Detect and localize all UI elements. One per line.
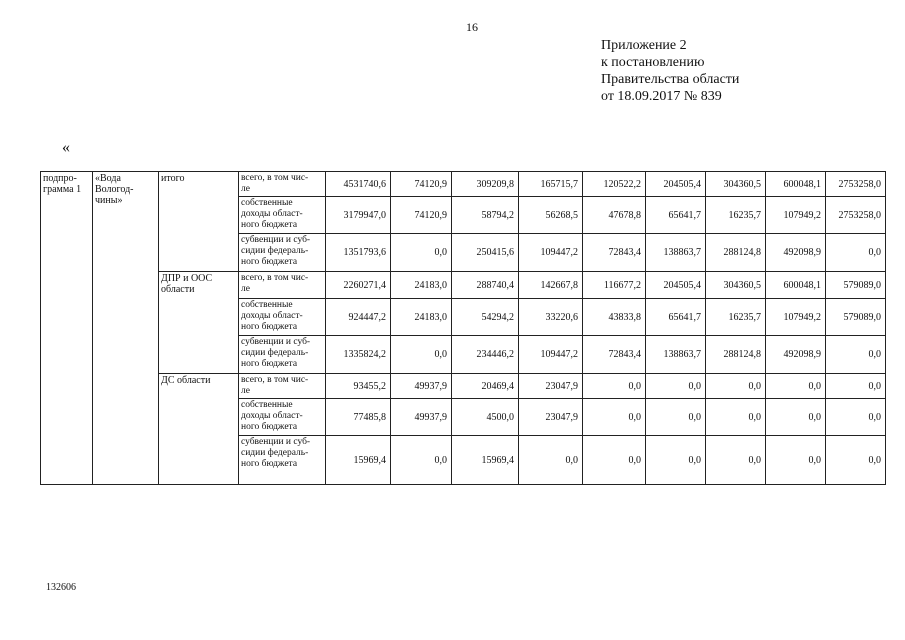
value-cell: 304360,5: [706, 172, 766, 197]
budget-table: [40, 171, 886, 485]
value-cell: 24183,0: [391, 272, 452, 299]
value-cell: 4531740,6: [326, 172, 391, 197]
value-cell: 116677,2: [583, 272, 646, 299]
value-cell: 4500,0: [452, 399, 519, 436]
value-cell: 0,0: [826, 234, 886, 272]
program-name-cell: «Вода Вологод- чины»: [93, 172, 159, 485]
value-cell: 74120,9: [391, 197, 452, 234]
value-cell: 0,0: [766, 399, 826, 436]
value-cell: 15969,4: [452, 436, 519, 485]
value-cell: 0,0: [706, 436, 766, 485]
funding-type-cell: всего, в том чис- ле: [239, 272, 326, 299]
value-cell: 204505,4: [646, 172, 706, 197]
executor-cell: итого: [159, 172, 239, 272]
value-cell: 56268,5: [519, 197, 583, 234]
funding-type-cell: собственные доходы област- ного бюджета: [239, 399, 326, 436]
value-cell: 0,0: [391, 336, 452, 374]
value-cell: 600048,1: [766, 272, 826, 299]
value-cell: 924447,2: [326, 299, 391, 336]
value-cell: 492098,9: [766, 336, 826, 374]
value-cell: 109447,2: [519, 234, 583, 272]
value-cell: 234446,2: [452, 336, 519, 374]
table-row: [41, 172, 886, 197]
subprogram-cell: подпро- грамма 1: [41, 172, 93, 485]
value-cell: 0,0: [391, 436, 452, 485]
table-row: [41, 374, 886, 399]
funding-type-cell: субвенции и суб- сидии федераль- ного бюджета: [239, 436, 326, 485]
value-cell: 492098,9: [766, 234, 826, 272]
value-cell: 2260271,4: [326, 272, 391, 299]
value-cell: 65641,7: [646, 299, 706, 336]
funding-type-cell: собственные доходы област- ного бюджета: [239, 197, 326, 234]
value-cell: 72843,4: [583, 336, 646, 374]
value-cell: 74120,9: [391, 172, 452, 197]
value-cell: 0,0: [583, 436, 646, 485]
value-cell: 0,0: [826, 336, 886, 374]
value-cell: 1351793,6: [326, 234, 391, 272]
funding-type-cell: всего, в том чис- ле: [239, 374, 326, 399]
funding-type-cell: субвенции и суб- сидии федераль- ного бюджета: [239, 336, 326, 374]
value-cell: 0,0: [519, 436, 583, 485]
value-cell: 165715,7: [519, 172, 583, 197]
value-cell: 0,0: [826, 399, 886, 436]
value-cell: 0,0: [826, 436, 886, 485]
value-cell: 23047,9: [519, 399, 583, 436]
value-cell: 0,0: [706, 399, 766, 436]
executor-cell: ДС области: [159, 374, 239, 485]
value-cell: 0,0: [766, 436, 826, 485]
funding-type-cell: субвенции и суб- сидии федераль- ного бюджета: [239, 234, 326, 272]
value-cell: 0,0: [706, 374, 766, 399]
value-cell: 16235,7: [706, 197, 766, 234]
value-cell: 93455,2: [326, 374, 391, 399]
value-cell: 24183,0: [391, 299, 452, 336]
value-cell: 120522,2: [583, 172, 646, 197]
value-cell: 72843,4: [583, 234, 646, 272]
value-cell: 43833,8: [583, 299, 646, 336]
table-row: [41, 272, 886, 299]
value-cell: 65641,7: [646, 197, 706, 234]
value-cell: 107949,2: [766, 299, 826, 336]
value-cell: 58794,2: [452, 197, 519, 234]
appendix-line: Правительства области: [601, 72, 740, 87]
value-cell: 579089,0: [826, 272, 886, 299]
value-cell: 0,0: [646, 374, 706, 399]
value-cell: 23047,9: [519, 374, 583, 399]
value-cell: 138863,7: [646, 234, 706, 272]
value-cell: 204505,4: [646, 272, 706, 299]
appendix-header: [601, 37, 739, 105]
value-cell: 304360,5: [706, 272, 766, 299]
value-cell: 1335824,2: [326, 336, 391, 374]
value-cell: 2753258,0: [826, 197, 886, 234]
value-cell: 15969,4: [326, 436, 391, 485]
value-cell: 0,0: [826, 374, 886, 399]
appendix-line: Приложение 2: [601, 38, 687, 53]
value-cell: 3179947,0: [326, 197, 391, 234]
executor-cell: ДПР и ООС области: [159, 272, 239, 374]
value-cell: 142667,8: [519, 272, 583, 299]
value-cell: 0,0: [646, 436, 706, 485]
value-cell: 288124,8: [706, 336, 766, 374]
value-cell: 109447,2: [519, 336, 583, 374]
value-cell: 138863,7: [646, 336, 706, 374]
value-cell: 0,0: [391, 234, 452, 272]
value-cell: 47678,8: [583, 197, 646, 234]
value-cell: 33220,6: [519, 299, 583, 336]
value-cell: 54294,2: [452, 299, 519, 336]
value-cell: 309209,8: [452, 172, 519, 197]
value-cell: 579089,0: [826, 299, 886, 336]
value-cell: 49937,9: [391, 374, 452, 399]
appendix-line: к постановлению: [601, 55, 705, 70]
value-cell: 288124,8: [706, 234, 766, 272]
funding-type-cell: собственные доходы област- ного бюджета: [239, 299, 326, 336]
value-cell: 2753258,0: [826, 172, 886, 197]
appendix-line: от 18.09.2017 № 839: [601, 89, 722, 104]
value-cell: 77485,8: [326, 399, 391, 436]
page-number: 16: [466, 20, 478, 34]
value-cell: 600048,1: [766, 172, 826, 197]
value-cell: 250415,6: [452, 234, 519, 272]
value-cell: 0,0: [766, 374, 826, 399]
value-cell: 0,0: [583, 374, 646, 399]
value-cell: 0,0: [583, 399, 646, 436]
opening-quote-mark: «: [62, 139, 70, 156]
document-code: 132606: [46, 582, 76, 593]
value-cell: 107949,2: [766, 197, 826, 234]
value-cell: 16235,7: [706, 299, 766, 336]
value-cell: 49937,9: [391, 399, 452, 436]
value-cell: 0,0: [646, 399, 706, 436]
value-cell: 20469,4: [452, 374, 519, 399]
value-cell: 288740,4: [452, 272, 519, 299]
funding-type-cell: всего, в том чис- ле: [239, 172, 326, 197]
